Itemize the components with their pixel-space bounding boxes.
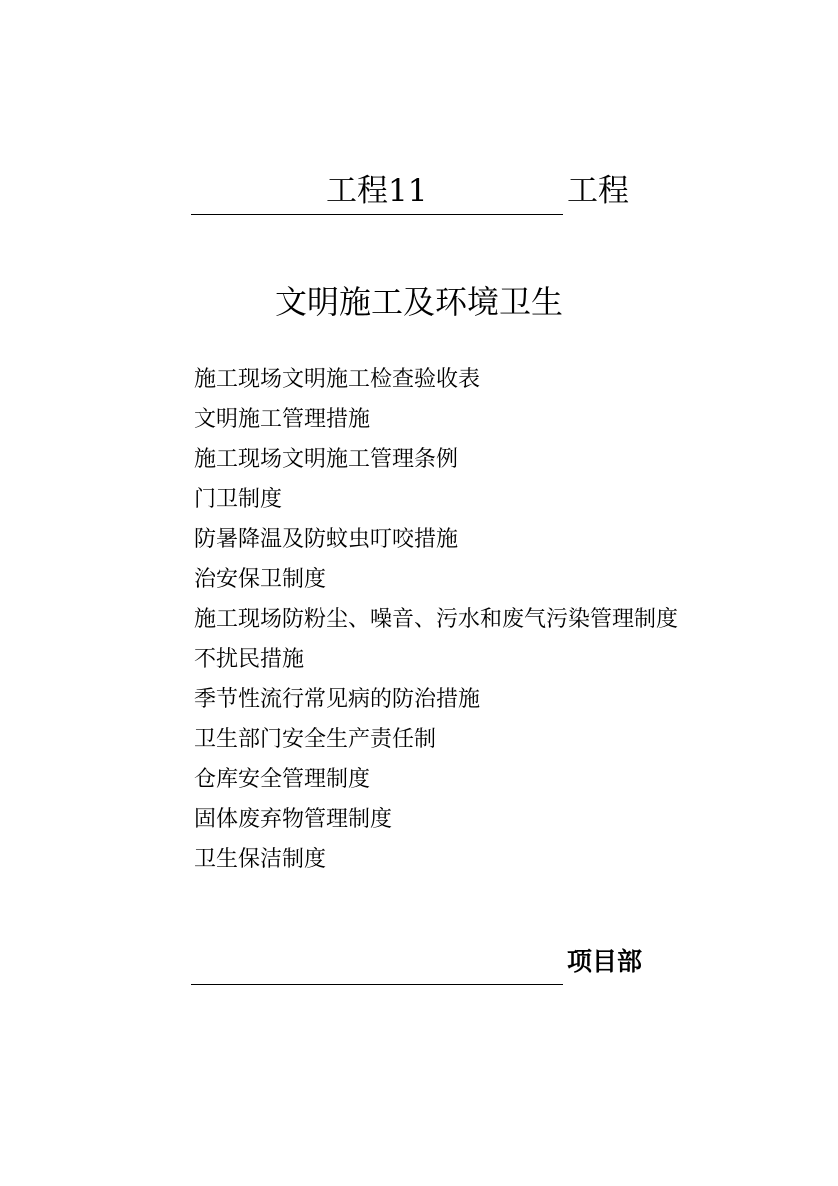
contents-item: 季节性流行常见病的防治措施 bbox=[194, 687, 481, 712]
contents-item: 不扰民措施 bbox=[194, 647, 305, 672]
contents-item: 门卫制度 bbox=[194, 487, 283, 512]
contents-item: 施工现场文明施工管理条例 bbox=[194, 447, 459, 472]
contents-item: 施工现场文明施工检查验收表 bbox=[194, 367, 481, 392]
contents-item: 文明施工管理措施 bbox=[194, 407, 371, 432]
document-title: 文明施工及环境卫生 bbox=[274, 283, 563, 321]
project-suffix: 工程 bbox=[567, 173, 629, 209]
contents-item: 防暑降温及防蚊虫叮咬措施 bbox=[194, 527, 459, 552]
department-name-field bbox=[191, 940, 563, 985]
contents-item: 仓库安全管理制度 bbox=[194, 767, 371, 792]
contents-item: 固体废弃物管理制度 bbox=[194, 807, 393, 832]
contents-item: 施工现场防粉尘、噪音、污水和废气污染管理制度 bbox=[194, 607, 679, 632]
project-name-field bbox=[191, 168, 563, 215]
project-name: 工程11 bbox=[326, 173, 428, 209]
contents-item: 治安保卫制度 bbox=[194, 567, 327, 592]
contents-item: 卫生部门安全生产责任制 bbox=[194, 727, 437, 752]
department-suffix: 项目部 bbox=[567, 947, 643, 976]
contents-list bbox=[194, 360, 678, 880]
contents-item: 卫生保洁制度 bbox=[194, 847, 327, 872]
